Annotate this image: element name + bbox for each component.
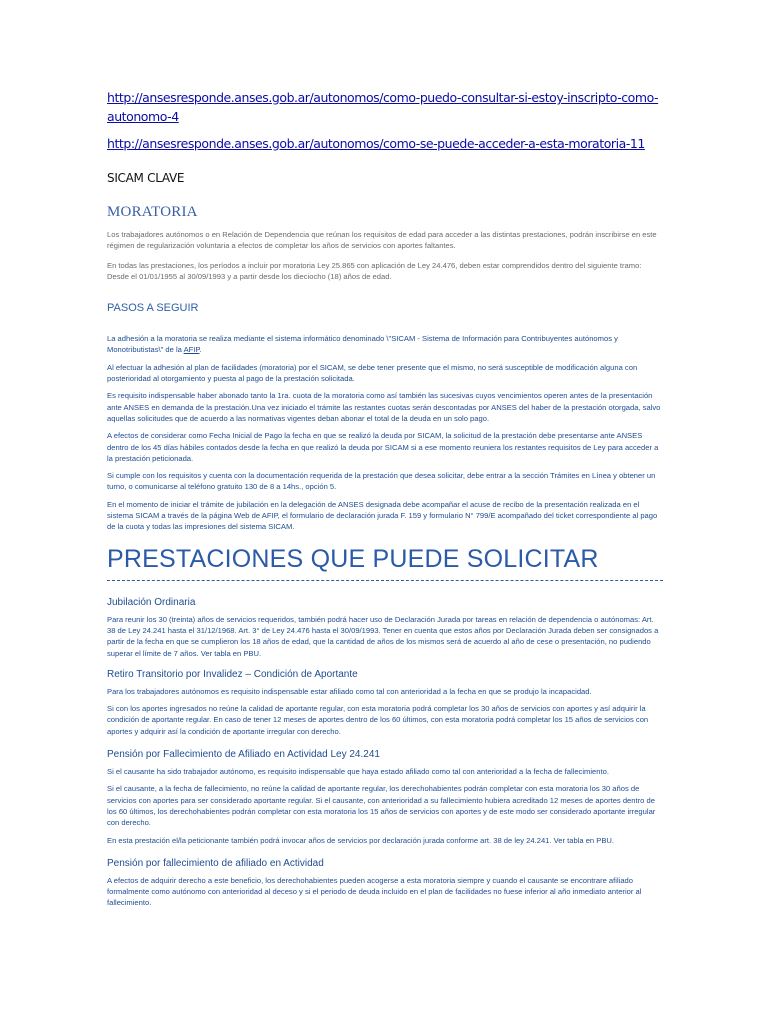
retiro-paragraph-1: Para los trabajadores autónomos es requisito indispensable estar afiliado como tal con anterioridad a la fecha en que se produjo la incapacidad. (107, 686, 592, 696)
pasos-paragraph-1 (107, 333, 663, 356)
pasos-paragraph-1-end: . (199, 345, 202, 355)
pasos-paragraph-6: En el momento de iniciar el trámite de jubilación en la delegación de ANSES designada debe acompañar el acuse de recibo de la presentación realizada en el sistema SICAM a través de la página Web de AFIP, el formulario de declaración jurada F. 159 y formulario N° 799/E acompañado del ticket correspondiente al pago de la cuota y todas las impresiones del sistema SICAM. (107, 499, 658, 532)
moratoria-paragraph-1: Los trabajadores autónomos o en Relación de Dependencia que reúnan los requisitos de edad para acceder a las distintas prestaciones, podrán inscribirse en este régimen de regularización voluntaria a efectos de completar los años de servicios con aportes faltantes. (107, 230, 657, 251)
jubilacion-heading: Jubilación Ordinaria (107, 596, 196, 608)
jubilacion-paragraph-1: Para reunir los 30 (treinta) años de servicios requeridos, también podrá hacer uso de Declaración Jurada por tareas en relación de dependencia o autónomas: Art. 38 de Ley 24.241 hasta el 31/12/1968. Art. 3° de Ley 24.476 hasta el 30/09/1993. Tener en cuenta que estos años por Declaración Jurada deben ser consignados a partir de la fecha en que se cumplieron los 18 años de edad, que la cantidad de años de los mismos será de acuerdo al año de cese o presentación, no pudiendo superar el límite de 7 años. Ver tabla en PBU. (107, 614, 659, 658)
pasos-paragraph-3: Es requisito indispensable haber abonado tanto la 1ra. cuota de la moratoria como así también las sucesivas cuyos vencimientos operen antes de la presentación ante ANSES en demanda de la prestación.Una vez iniciado el trámite las restantes cuotas serán descontadas por ANSES del haber de la prestación otorgada, salvo aquellas solicitudes que de acuerdo a las normativas vigentes deban abonar el total de la deuda en un solo pago. (107, 391, 661, 423)
pension-actividad-paragraph-1: A efectos de adquirir derecho a este beneficio, los derechohabientes pueden acogerse a esta moratoria siempre y cuando el causante se encontrare afiliado formalmente como autónomo con anterioridad al deceso y si el periodo de deuda incluido en el plan de facilidades no fuese inferior al año inmediato anterior al fallecimiento. (107, 875, 642, 908)
pasos-paragraph-1-text: La adhesión a la moratoria se realiza mediante el sistema informático denominado \"SICAM - Sistema de Información para Contribuyentes autónomos y Monotributistas\" de la (107, 334, 618, 355)
moratoria-paragraph-2: En todas las prestaciones, los períodos a incluir por moratoria Ley 25.865 con aplicación de Ley 24.476, deben estar comprendidos dentro del siguiente tramo: Desde el 01/01/1955 al 30/09/1993 y a partir desde los dieciocho (18) años de edad. (107, 260, 642, 281)
prestaciones-heading: PRESTACIONES QUE PUEDE SOLICITAR (107, 544, 599, 573)
document-page (107, 88, 663, 909)
anses-link-moratoria[interactable]: http://ansesresponde.anses.gob.ar/autonomos/como-se-puede-acceder-a-esta-moratoria-11 (107, 136, 645, 151)
retiro-heading: Retiro Transitorio por Invalidez – Condición de Aportante (107, 668, 358, 680)
pasos-paragraph-5: Si cumple con los requisitos y cuenta con la documentación requerida de la prestación que desea solicitar, debe entrar a la sección Trámites en Línea y obtener un turno, o comunicarse al teléfono gratuito 130 de 8 a 14hs., opción 5. (107, 471, 656, 492)
pension-ley-paragraph-1: Si el causante ha sido trabajador autónomo, es requisito indispensable que haya estado afiliado como tal con anterioridad a la fecha de fallecimiento. (107, 767, 609, 777)
pasos-heading: PASOS A SEGUIR (107, 302, 199, 315)
pension-ley-heading: Pensión por Fallecimiento de Afiliado en Actividad Ley 24.241 (107, 749, 380, 761)
pension-ley-paragraph-2: Si el causante, a la fecha de fallecimiento, no reúne la calidad de aportante regular, los derechohabientes podrán completar con esta moratoria los 30 años de servicios con aportes para ser considerado aportante regular. Si el causante, con anterioridad a su fallecimiento hubiera acreditado 12 meses de aportes dentro de los 60 últimos, los derechohabientes podrán completar con esta moratoria los 15 años de servicios con aportes y de este modo ser considerado aportante irregular con derecho. (107, 784, 656, 828)
sicam-clave-heading: SICAM CLAVE (107, 171, 185, 185)
pension-actividad-heading: Pensión por fallecimiento de afiliado en Actividad (107, 857, 324, 869)
moratoria-heading: MORATORIA (107, 204, 198, 220)
pasos-paragraph-2: Al efectuar la adhesión al plan de facilidades (moratoria) por el SICAM, se debe tener presente que el mismo, no será susceptible de modificación alguna con posterioridad al otorgamiento y puesta al pago de la prestación solicitada. (107, 362, 638, 384)
pension-ley-paragraph-3: En esta prestación el/la peticionante también podrá invocar años de servicios por declaración jurada conforme art. 38 de ley 24.241. Ver tabla en PBU. (107, 835, 614, 845)
afip-link[interactable]: AFIP (183, 345, 200, 355)
anses-link-inscripto[interactable]: http://ansesresponde.anses.gob.ar/autonomos/como-puedo-consultar-si-estoy-inscripto-como-autonomo-4 (107, 90, 659, 124)
retiro-paragraph-2: Si con los aportes ingresados no reúne la calidad de aportante regular, con esta moratoria podrá completar los 30 años de servicios con aportes y así adquirir la condición de aportante regular. En caso de tener 12 meses de aportes dentro de los 60 últimos, con esta moratoria podrá completar los 15 años de servicios con aportes y adquirir así la condición de aportante irregular con derecho. (107, 704, 649, 736)
pasos-paragraph-4: A efectos de considerar como Fecha Inicial de Pago la fecha en que se realizó la deuda por SICAM, la solicitud de la prestación debe presentarse ante ANSES dentro de los 45 días hábiles contados desde la fecha en que realizó la deuda por SICAM si a ese momento reuniera los restantes requisitos de Ley para acceder a la prestación peticionada. (107, 431, 659, 463)
dashed-divider (107, 580, 663, 581)
